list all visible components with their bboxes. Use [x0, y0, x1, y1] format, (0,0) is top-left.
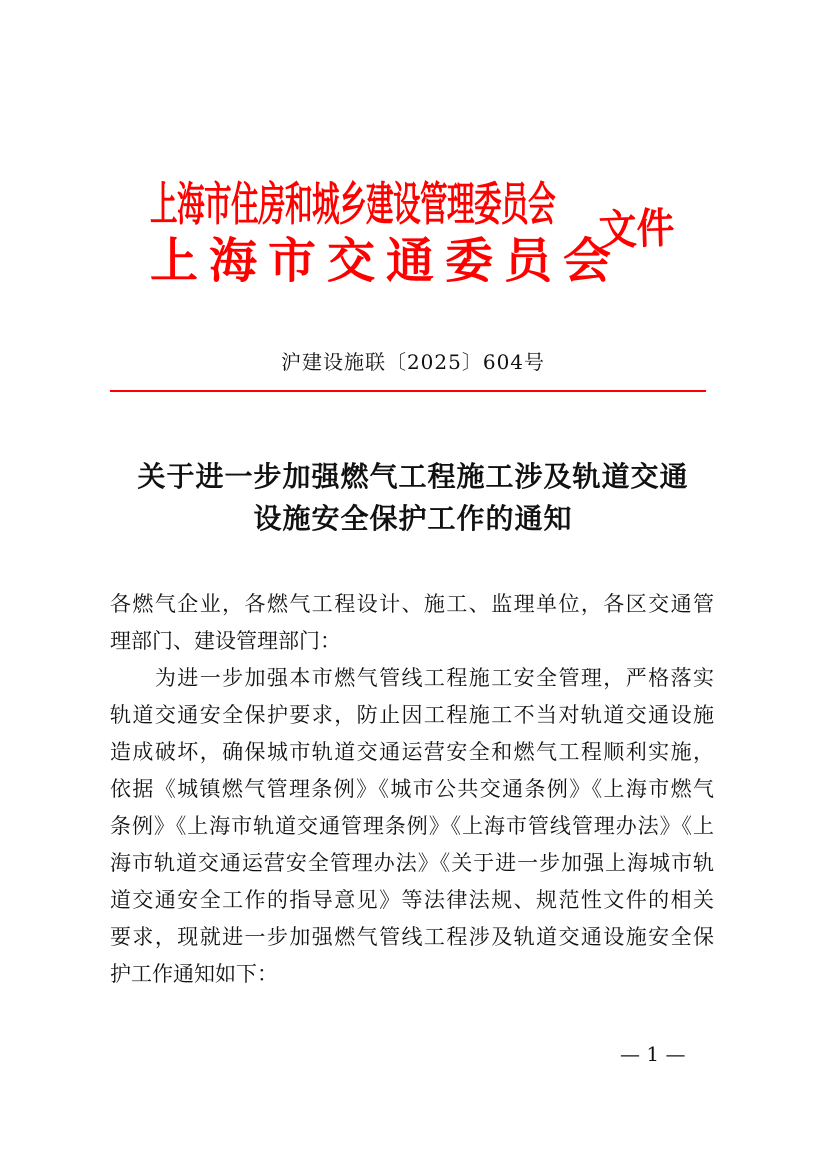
paragraph-line: 要求，现就进一步加强燃气管线工程涉及轨道交通设施安全保: [110, 925, 714, 949]
document-number: 沪建设施联〔2025〕604号: [280, 350, 546, 374]
addressee-line: 各燃气企业，各燃气工程设计、施工、监理单位，各区交通管: [110, 592, 714, 616]
issuer-line-1: 上海市住房和城乡建设管理委员会: [150, 177, 555, 231]
paragraph-line: 道交通安全工作的指导意见》等法律法规、规范性文件的相关: [110, 888, 714, 912]
paragraph-line: 海市轨道交通运营安全管理办法》《关于进一步加强上海城市轨: [110, 851, 714, 875]
paragraph-line: 轨道交通安全保护要求，防止因工程施工不当对轨道交通设施: [110, 703, 714, 727]
paragraph-line: 造成破坏，确保城市轨道交通运营安全和燃气工程顺利实施，: [110, 740, 714, 764]
document-suffix: 文件: [598, 203, 676, 255]
title-line-2: 设施安全保护工作的通知: [253, 502, 573, 535]
addressee-line: 理部门、建设管理部门：: [110, 629, 341, 653]
page-number: — 1 —: [620, 1042, 686, 1066]
issuer-line-2: 上海市交通委员会: [150, 233, 623, 289]
paragraph-line: 条例》《上海市轨道交通管理条例》《上海市管线管理办法》《上: [110, 814, 714, 838]
paragraph-line: 为进一步加强本市燃气管线工程施工安全管理，严格落实: [110, 666, 714, 690]
red-divider: [110, 390, 706, 392]
paragraph-line: 依据《城镇燃气管理条例》《城市公共交通条例》《上海市燃气: [110, 777, 714, 801]
paragraph-line: 护工作通知如下：: [110, 962, 278, 986]
title-line-1: 关于进一步加强燃气工程施工涉及轨道交通: [137, 460, 689, 493]
